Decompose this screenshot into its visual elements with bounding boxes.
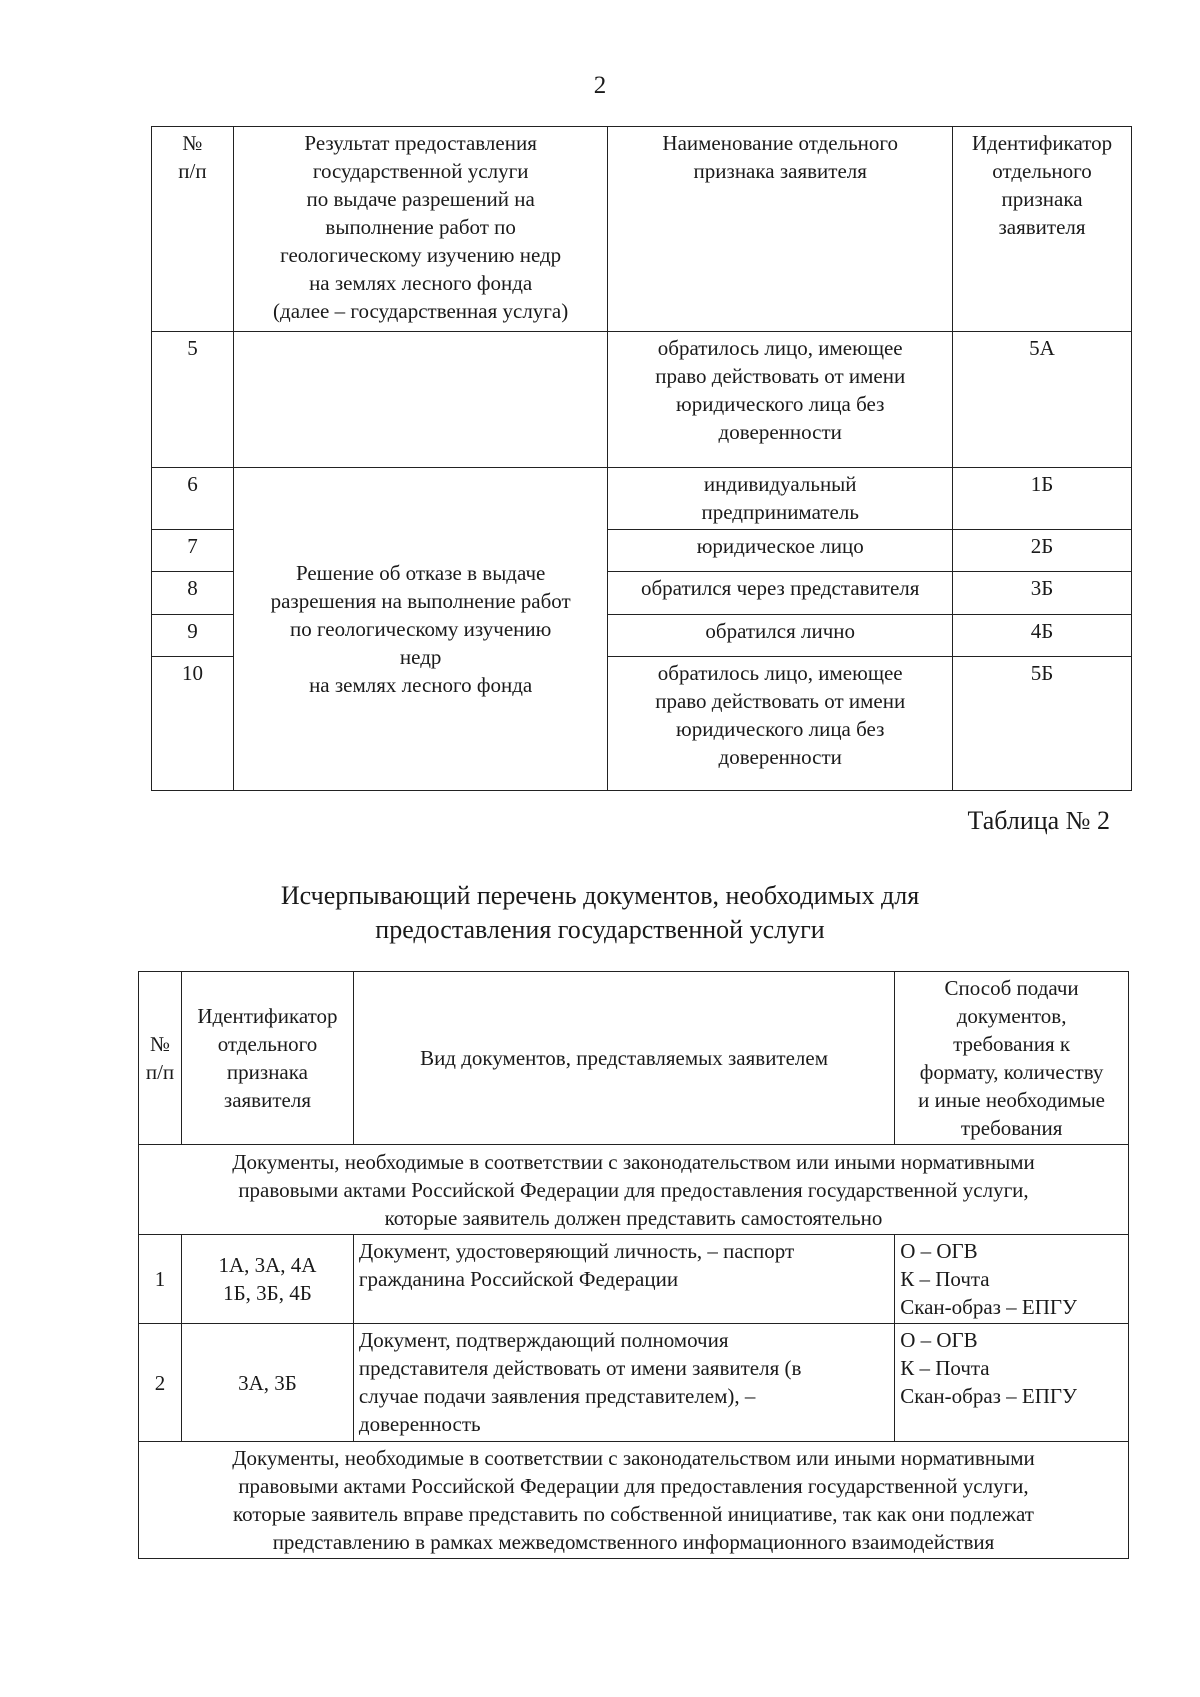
- row-identifier: 2Б: [953, 530, 1132, 572]
- row-document: Документ, подтверждающий полномочия представителя действовать от имени заявителя (в случае подачи заявления представителем), – доверенность: [353, 1324, 894, 1442]
- row-feature: обратился лично: [608, 615, 953, 657]
- section-row: [139, 1145, 1129, 1235]
- table-row: [152, 332, 1132, 468]
- header-method: Способ подачи документов, требования к формату, количеству и иные необходимые требования: [895, 972, 1129, 1145]
- header-num: № п/п: [152, 127, 234, 332]
- refusal-result-cell: Решение об отказе в выдаче разрешения на выполнение работ по геологическому изучению недр на землях лесного фонда: [233, 468, 608, 791]
- header-feature: Наименование отдельного признака заявителя: [608, 127, 953, 332]
- row-identifier: 3Б: [953, 572, 1132, 615]
- row-num: 7: [152, 530, 234, 572]
- header-identifier: Идентификатор отдельного признака заявителя: [953, 127, 1132, 332]
- row-num: 9: [152, 615, 234, 657]
- documents-table: [138, 971, 1129, 1559]
- row-num: 2: [139, 1324, 182, 1442]
- section-heading: Документы, необходимые в соответствии с законодательством или иными нормативными правовыми актами Российской Федерации для предоставления государственной услуги, которые заявитель должен представить самостоятельно: [139, 1145, 1129, 1235]
- table2-header-row: [139, 972, 1129, 1145]
- table-caption: Таблица № 2: [967, 806, 1110, 835]
- row-feature: индивидуальный предприниматель: [608, 468, 953, 530]
- table1-header-row: [152, 127, 1132, 332]
- row-method: О – ОГВ К – Почта Скан-образ – ЕПГУ: [895, 1235, 1129, 1324]
- row-identifier: 5Б: [953, 657, 1132, 791]
- table-title: Исчерпывающий перечень документов, необходимых для предоставления государственной услуги: [280, 881, 920, 944]
- row-result: [233, 332, 608, 468]
- table-row: [139, 1235, 1129, 1324]
- applicant-features-table: [151, 126, 1132, 791]
- row-num: 1: [139, 1235, 182, 1324]
- table-row: [152, 468, 1132, 530]
- row-feature: обратилось лицо, имеющее право действовать от имени юридического лица без доверенности: [608, 657, 953, 791]
- row-identifiers: 1А, 3А, 4А 1Б, 3Б, 4Б: [181, 1235, 353, 1324]
- row-identifier: 1Б: [953, 468, 1132, 530]
- row-num: 8: [152, 572, 234, 615]
- header-doc-type: Вид документов, представляемых заявителем: [353, 972, 894, 1145]
- row-feature: обратилось лицо, имеющее право действовать от имени юридического лица без доверенности: [608, 332, 953, 468]
- row-num: 10: [152, 657, 234, 791]
- section-row: [139, 1442, 1129, 1559]
- header-result: Результат предоставления государственной услуги по выдаче разрешений на выполнение работ по геологическому изучению недр на землях лесного фонда (далее – государственная услуга): [233, 127, 608, 332]
- row-identifiers: 3А, 3Б: [181, 1324, 353, 1442]
- row-identifier: 5А: [953, 332, 1132, 468]
- row-num: 6: [152, 468, 234, 530]
- section-heading: Документы, необходимые в соответствии с законодательством или иными нормативными правовыми актами Российской Федерации для предоставления государственной услуги, которые заявитель вправе представить по собственной инициативе, так как они подлежат представлению в рамках межведомственного информационного взаимодействия: [139, 1442, 1129, 1559]
- row-feature: юридическое лицо: [608, 530, 953, 572]
- header-identifier: Идентификатор отдельного признака заявителя: [181, 972, 353, 1145]
- row-document: Документ, удостоверяющий личность, – паспорт гражданина Российской Федерации: [353, 1235, 894, 1324]
- header-num: № п/п: [139, 972, 182, 1145]
- page-number: 2: [593, 72, 607, 99]
- row-num: 5: [152, 332, 234, 468]
- row-feature: обратился через представителя: [608, 572, 953, 615]
- row-method: О – ОГВ К – Почта Скан-образ – ЕПГУ: [895, 1324, 1129, 1442]
- table-row: [139, 1324, 1129, 1442]
- row-identifier: 4Б: [953, 615, 1132, 657]
